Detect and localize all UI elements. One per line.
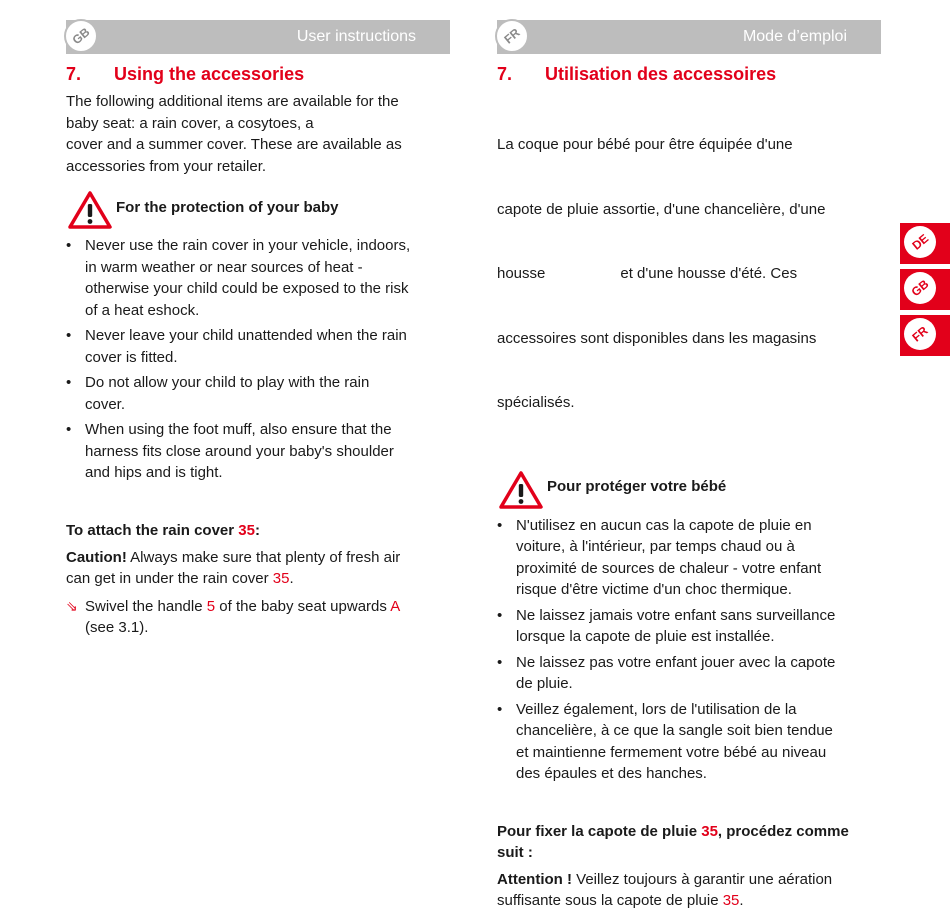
line: and hips and is tight.: [85, 464, 223, 481]
language-badge-fr: [495, 19, 529, 53]
step-body: [85, 596, 400, 639]
line: • Ne laissez pas votre enfant jouer avec la capote: [516, 653, 836, 671]
list-item: [66, 235, 450, 321]
caution-paragraph: [497, 869, 881, 912]
heading-line: [497, 821, 881, 842]
line: voiture, à l'intérieur, par temps chaud ou à: [516, 538, 795, 555]
intro-line: accessories from your retailer.: [66, 157, 267, 175]
line: • When using the foot muff, also ensure that the: [85, 421, 392, 438]
warning-label: For the protection of your baby: [116, 198, 339, 216]
attach-rain-cover-heading: [66, 520, 450, 541]
line: otherwise your child could be exposed to the risk: [85, 280, 409, 297]
header-title: User instructions: [296, 28, 416, 45]
heading-text: , procédez comme: [717, 822, 849, 840]
step-arrow-icon: ⇘: [66, 597, 78, 614]
part-ref: 35: [238, 521, 255, 539]
header-bar-gb: [66, 20, 450, 54]
caution-line: [66, 547, 450, 569]
language-code: FR: [501, 25, 523, 47]
warning-triangle-icon: [499, 471, 543, 509]
list-item: [66, 372, 450, 415]
line: of a heat eshock.: [85, 301, 200, 319]
intro-line: housse et d'une housse d'été. Ces: [497, 265, 798, 282]
right-column-fr: [497, 20, 881, 912]
line: de pluie.: [516, 675, 573, 692]
intro-line: capote de pluie assortie, d'une chancelière, d'une: [497, 200, 826, 218]
intro-line: La coque pour bébé pour être équipée d'une: [497, 136, 793, 153]
line: • Never leave your child unattended when the rain: [85, 327, 407, 344]
caution-text: Always make sure that plenty of fresh air: [126, 548, 401, 566]
intro-paragraph: [497, 91, 881, 457]
intro-paragraph: [66, 91, 450, 177]
caution-label: Attention !: [497, 870, 572, 888]
part-ref: 5: [206, 597, 216, 615]
line: • Veillez également, lors de l'utilisation de la: [516, 700, 797, 718]
tab-label: DE: [909, 231, 931, 253]
section-heading: [66, 64, 450, 85]
warning-heading: [68, 191, 450, 229]
caution-text: Veillez toujours à garantir une aération: [571, 870, 833, 888]
caution-line: [66, 568, 450, 590]
list-item: [497, 605, 881, 648]
list-item: [497, 652, 881, 695]
line: in warm weather or near sources of heat -: [85, 258, 363, 276]
language-code: GB: [69, 24, 93, 48]
intro-line: baby seat: a rain cover, a cosytoes, a: [66, 114, 314, 132]
intro-line: cover and a summer cover. These are available as: [66, 136, 402, 153]
caution-end: .: [739, 892, 744, 909]
tab-de[interactable]: [900, 223, 950, 264]
heading-colon: :: [254, 521, 260, 539]
list-item: [497, 515, 881, 601]
heading-text: To attach the rain cover: [66, 521, 235, 539]
language-badge-de: [904, 226, 936, 258]
step-text: Swivel the handle: [85, 597, 207, 615]
warning-label: Pour protéger votre bébé: [547, 478, 727, 495]
caution-line: [497, 869, 881, 891]
line: harness fits close around your baby's shoulder: [85, 442, 394, 460]
list-item: [497, 699, 881, 785]
language-tabs: [900, 223, 950, 361]
section-number: 7.: [497, 64, 513, 84]
language-badge-gb: [904, 272, 936, 304]
line: et maintienne fermement votre bébé au niveau: [516, 743, 827, 761]
step-line: [85, 596, 400, 618]
line: des épaules et des hanches.: [516, 765, 707, 782]
line: proximité de sources de chaleur - votre enfant: [516, 559, 822, 577]
line: chancelière, à ce que la sangle soit bien tendue: [516, 722, 833, 739]
intro-line: The following additional items are available for the: [66, 93, 399, 110]
line: • Ne laissez jamais votre enfant sans surveillance: [516, 606, 836, 624]
caution-paragraph: [66, 547, 450, 590]
heading-line: suit :: [497, 843, 533, 861]
line: lorsque la capote de pluie est installée.: [516, 628, 775, 645]
warning-heading: [499, 471, 881, 509]
line: risque d'être victime d'un choc thermique.: [516, 581, 792, 598]
caution-end: .: [289, 570, 294, 587]
tab-label: GB: [908, 276, 932, 300]
line: • N'utilisez en aucun cas la capote de pluie en: [516, 516, 812, 534]
section-title: Utilisation des accessoires: [545, 64, 777, 84]
attach-rain-cover-heading: [497, 821, 881, 863]
left-column-gb: [66, 20, 450, 639]
header-title: Mode d’emploi: [742, 28, 847, 45]
line: • Do not allow your child to play with the rain: [85, 374, 370, 391]
section-heading: [497, 64, 881, 85]
section-title: Using the accessories: [114, 64, 305, 84]
section-number: 7.: [66, 64, 82, 84]
part-ref: 35: [722, 892, 740, 909]
caution-text: can get in under the rain cover: [66, 570, 273, 587]
part-ref: 35: [272, 570, 290, 587]
caution-label: Caution!: [66, 548, 127, 566]
caution-line: [497, 890, 881, 912]
part-ref: 35: [701, 822, 718, 840]
caution-text: suffisante sous la capote de pluie: [497, 892, 723, 909]
line: • Never use the rain cover in your vehicle, indoors,: [85, 237, 411, 254]
line: cover is fitted.: [85, 348, 178, 366]
warning-list: [497, 515, 881, 785]
list-item: [66, 419, 450, 484]
intro-line: spécialisés.: [497, 394, 575, 411]
line: cover.: [85, 395, 126, 413]
position-ref: A: [390, 597, 401, 615]
step-text: of the baby seat upwards: [215, 597, 391, 615]
step-line: (see 3.1).: [85, 619, 149, 636]
heading-text: Pour fixer la capote de pluie: [497, 822, 702, 840]
warning-triangle-icon: [68, 191, 112, 229]
tab-fr[interactable]: [900, 315, 950, 356]
language-badge-gb: [64, 19, 98, 53]
tab-label: FR: [909, 323, 931, 345]
warning-list: [66, 235, 450, 484]
language-badge-fr: [904, 318, 936, 350]
intro-line: accessoires sont disponibles dans les magasins: [497, 329, 817, 347]
instruction-step: [66, 596, 450, 639]
tab-gb[interactable]: [900, 269, 950, 310]
header-bar-fr: [497, 20, 881, 54]
list-item: [66, 325, 450, 368]
